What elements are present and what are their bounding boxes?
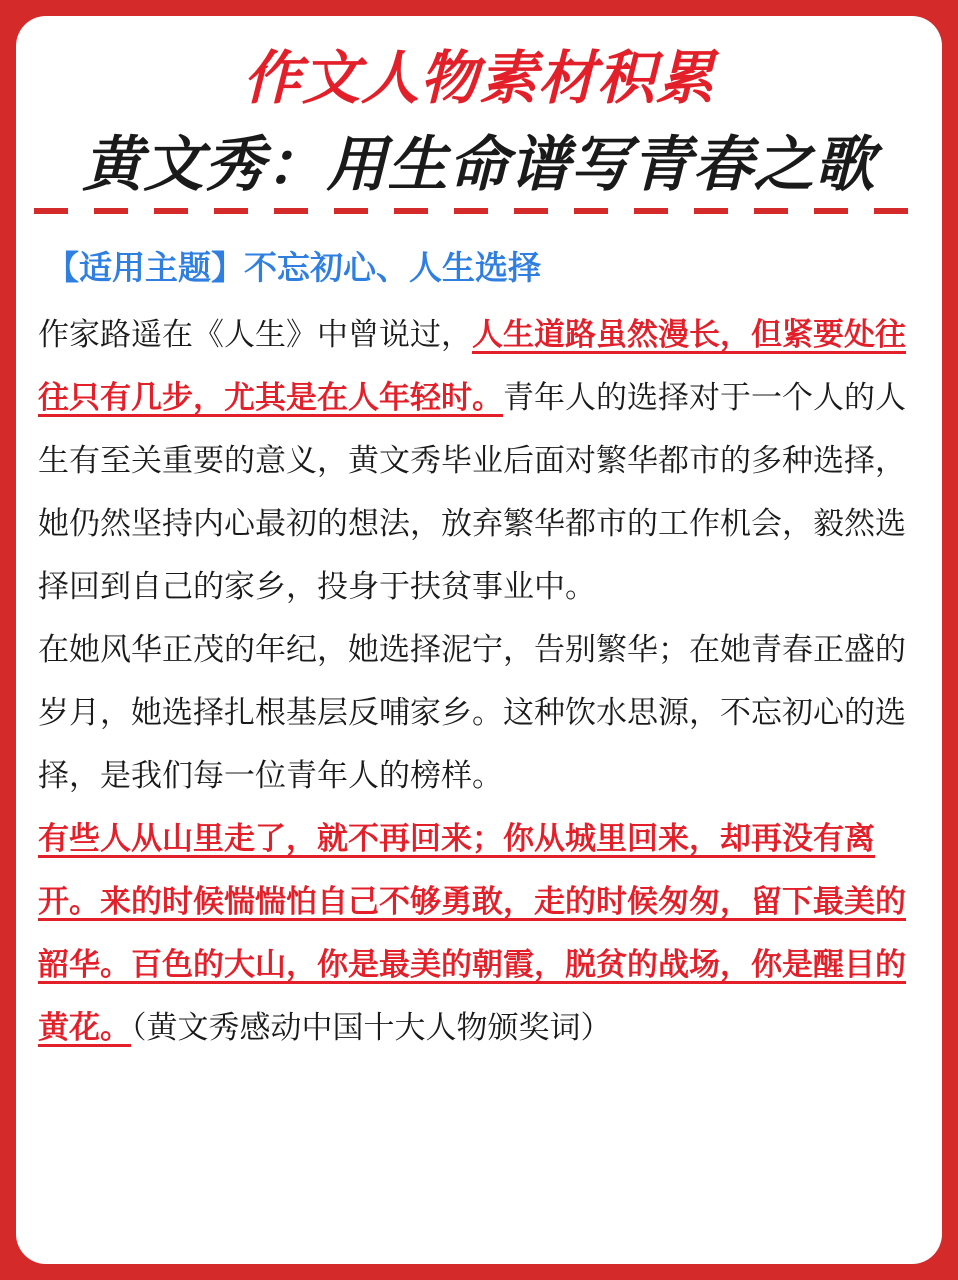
paragraph-1 (38, 304, 922, 619)
dashed-divider (34, 208, 924, 214)
content-card (16, 16, 942, 1264)
paragraph-1-highlight: 人生道路虽然漫长，但紧要处往往只有几步，尤其是在人年轻时。 (38, 317, 906, 416)
page-title-category: 作文人物素材积累 (242, 44, 715, 112)
page-title-main: 黄文秀：用生命谱写青春之歌 (82, 130, 876, 200)
paragraph-1-intro: 作家路遥在《人生》中曾说过， (38, 317, 472, 353)
article-body (38, 304, 922, 1060)
paragraph-3-source: （黄文秀感动中国十大人物颁奖词） (131, 1010, 612, 1046)
paragraph-3 (38, 808, 922, 1060)
theme-heading: 【适用主题】不忘初心、人生选择 (46, 248, 541, 287)
paragraph-2: 在她风华正茂的年纪，她选择泥宁，告别繁华；在她青春正盛的岁月，她选择扎根基层反哺家乡。这种饮水思源，不忘初心的选择，是我们每一位青年人的榜样。 (38, 632, 906, 794)
paragraph-1-rest: 青年人的选择对于一个人的人生有至关重要的意义，黄文秀毕业后面对繁华都市的多种选择，她仍然坚持内心最初的想法，放弃繁华都市的工作机会，毅然选择回到自己的家乡，投身于扶贫事业中。 (38, 380, 906, 605)
paragraph-3-highlight: 有些人从山里走了，就不再回来；你从城里回来，却再没有离开。来的时候惴惴怕自己不够勇敢，走的时候匆匆，留下最美的韶华。百色的大山，你是最美的朝霞，脱贫的战场，你是醒目的黄花。 (38, 821, 906, 1046)
